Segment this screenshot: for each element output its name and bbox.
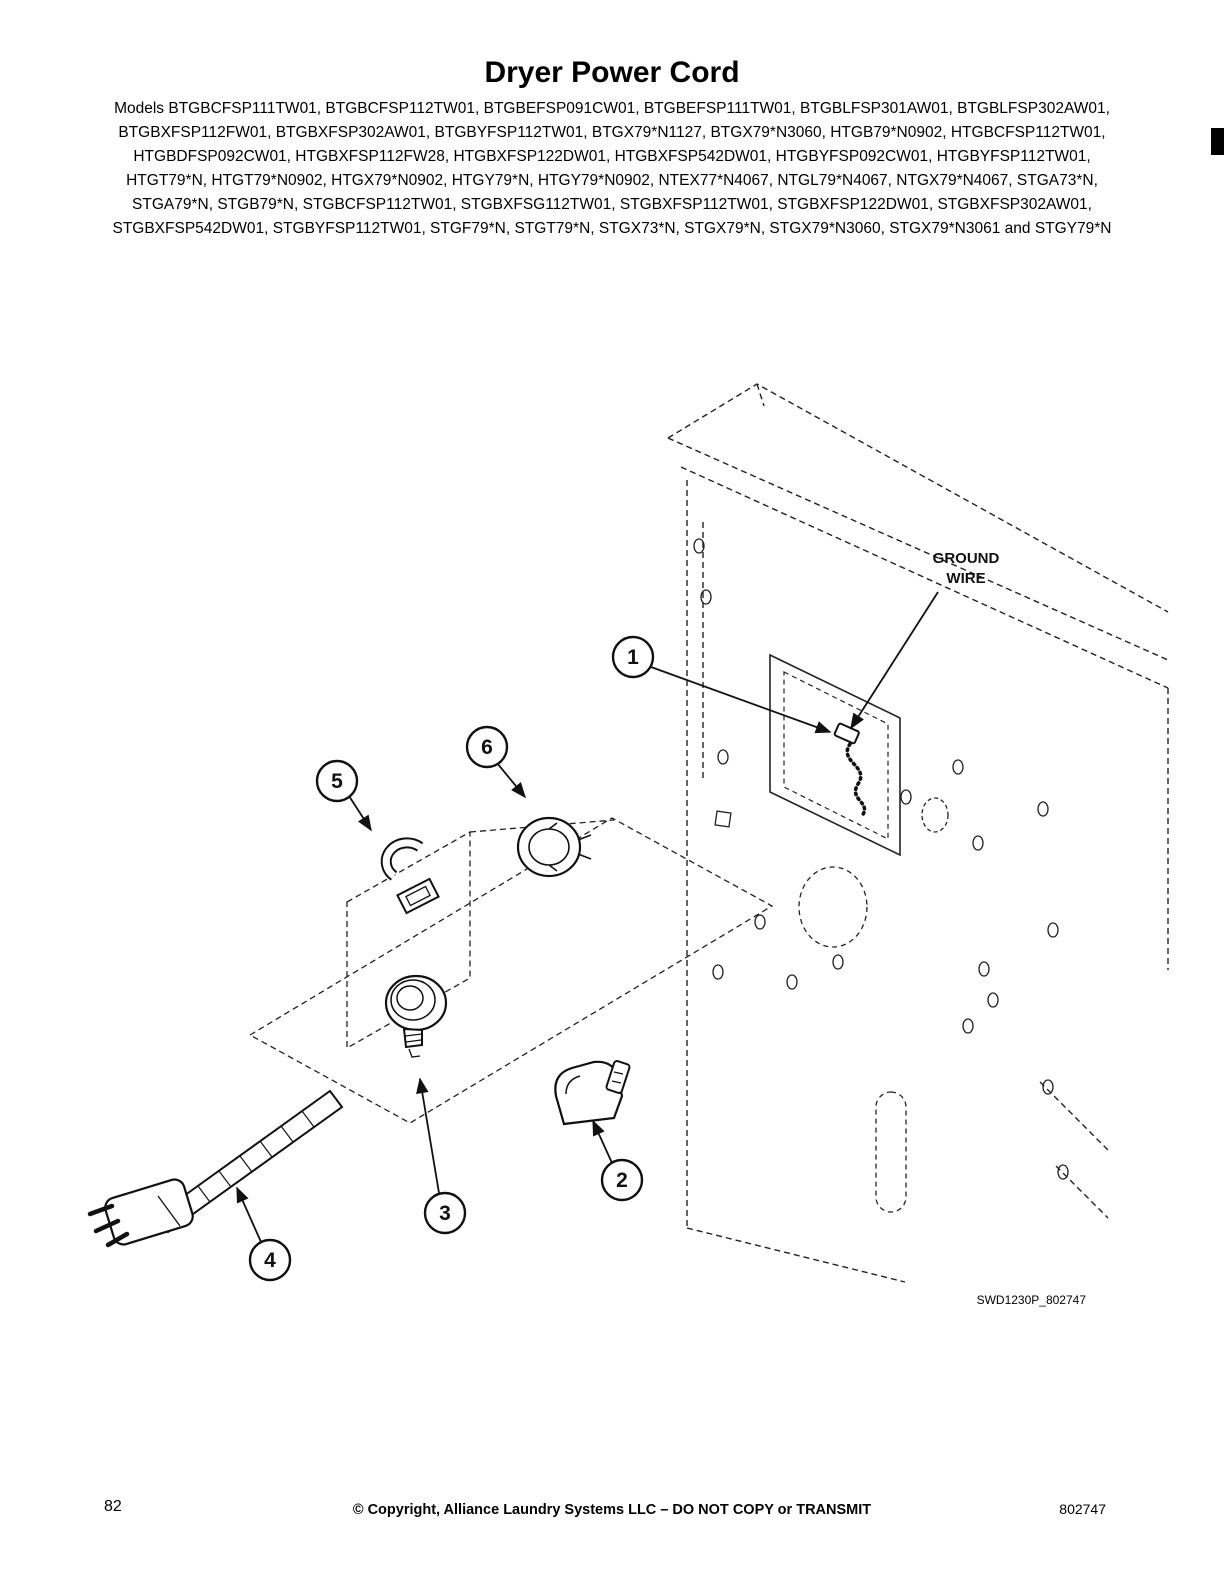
cabinet-outline [668,384,1168,1282]
ground-wire-arrow [851,592,938,728]
panel-holes [694,539,1068,1212]
callout-5-number: 5 [331,770,343,793]
callout-4 [250,1240,290,1280]
callout-3 [425,1193,465,1233]
exploded-parts-diagram [0,350,1224,1350]
callout-2 [602,1160,642,1200]
ground-wire-label-line1: GROUND [932,550,1000,567]
part-strain-relief [555,1060,630,1124]
models-list: Models BTGBCFSP111TW01, BTGBCFSP112TW01, BTGBEFSP091CW01, BTGBEFSP111TW01, BTGBLFSP301AW01, BTGBLFSP302AW01, BTGBXFSP112FW01, BTGBXFSP302AW01, BTGBYFSP112TW01, BTGX79*N1127, BTGX79*N3060, HTGB79*N0902, HTGBCFSP112TW01, HTGBDFSP092CW01, HTGBXFSP112FW28, HTGBXFSP122DW01, HTGBXFSP542DW01, HTGBYFSP092CW01, HTGBYFSP112TW01, HTGT79*N, HTGT79*N0902, HTGX79*N0902, HTGY79*N, HTGY79*N0902, NTEX77*N4067, NTGL79*N4067, NTGX79*N4067, STGA73*N, STGA79*N, STGB79*N, STGBCFSP112TW01, STGBXFSG112TW01, STGBXFSP112TW01, STGBXFSP122DW01, STGBXFSP302AW01, STGBXFSP542DW01, STGBYFSP112TW01, STGF79*N, STGT79*N, STGX73*N, STGX79*N, STGX79*N3060, STGX79*N3061 and STGY79*N [112,100,1112,238]
part-retaining-ring [518,818,591,876]
page-edge-mark [1211,128,1224,155]
callout-3-number: 3 [439,1202,451,1225]
ground-wire [834,723,864,816]
part-power-cord [90,1091,342,1247]
page-number: 82 [104,1498,122,1515]
callout-5 [317,761,357,801]
doc-number: 802747 [1059,1501,1106,1517]
ground-wire-label-line2: WIRE [946,570,986,587]
page-title: Dryer Power Cord [484,56,740,89]
terminal-opening [770,655,900,855]
callout-1-number: 1 [627,646,639,669]
copyright-text: © Copyright, Alliance Laundry Systems LLC – DO NOT COPY or TRANSMIT [352,1502,872,1518]
callout-6 [467,727,507,767]
part-cord-clamp [386,843,438,913]
callout-4-number: 4 [264,1249,276,1272]
diagram-code: SWD1230P_802747 [976,1293,1086,1307]
part-bushing [386,976,446,1057]
callout-6-number: 6 [481,736,493,759]
callout-2-number: 2 [616,1169,628,1192]
callout-1 [613,637,653,677]
exploded-plane [250,818,772,1123]
callout-leaders [237,667,830,1242]
